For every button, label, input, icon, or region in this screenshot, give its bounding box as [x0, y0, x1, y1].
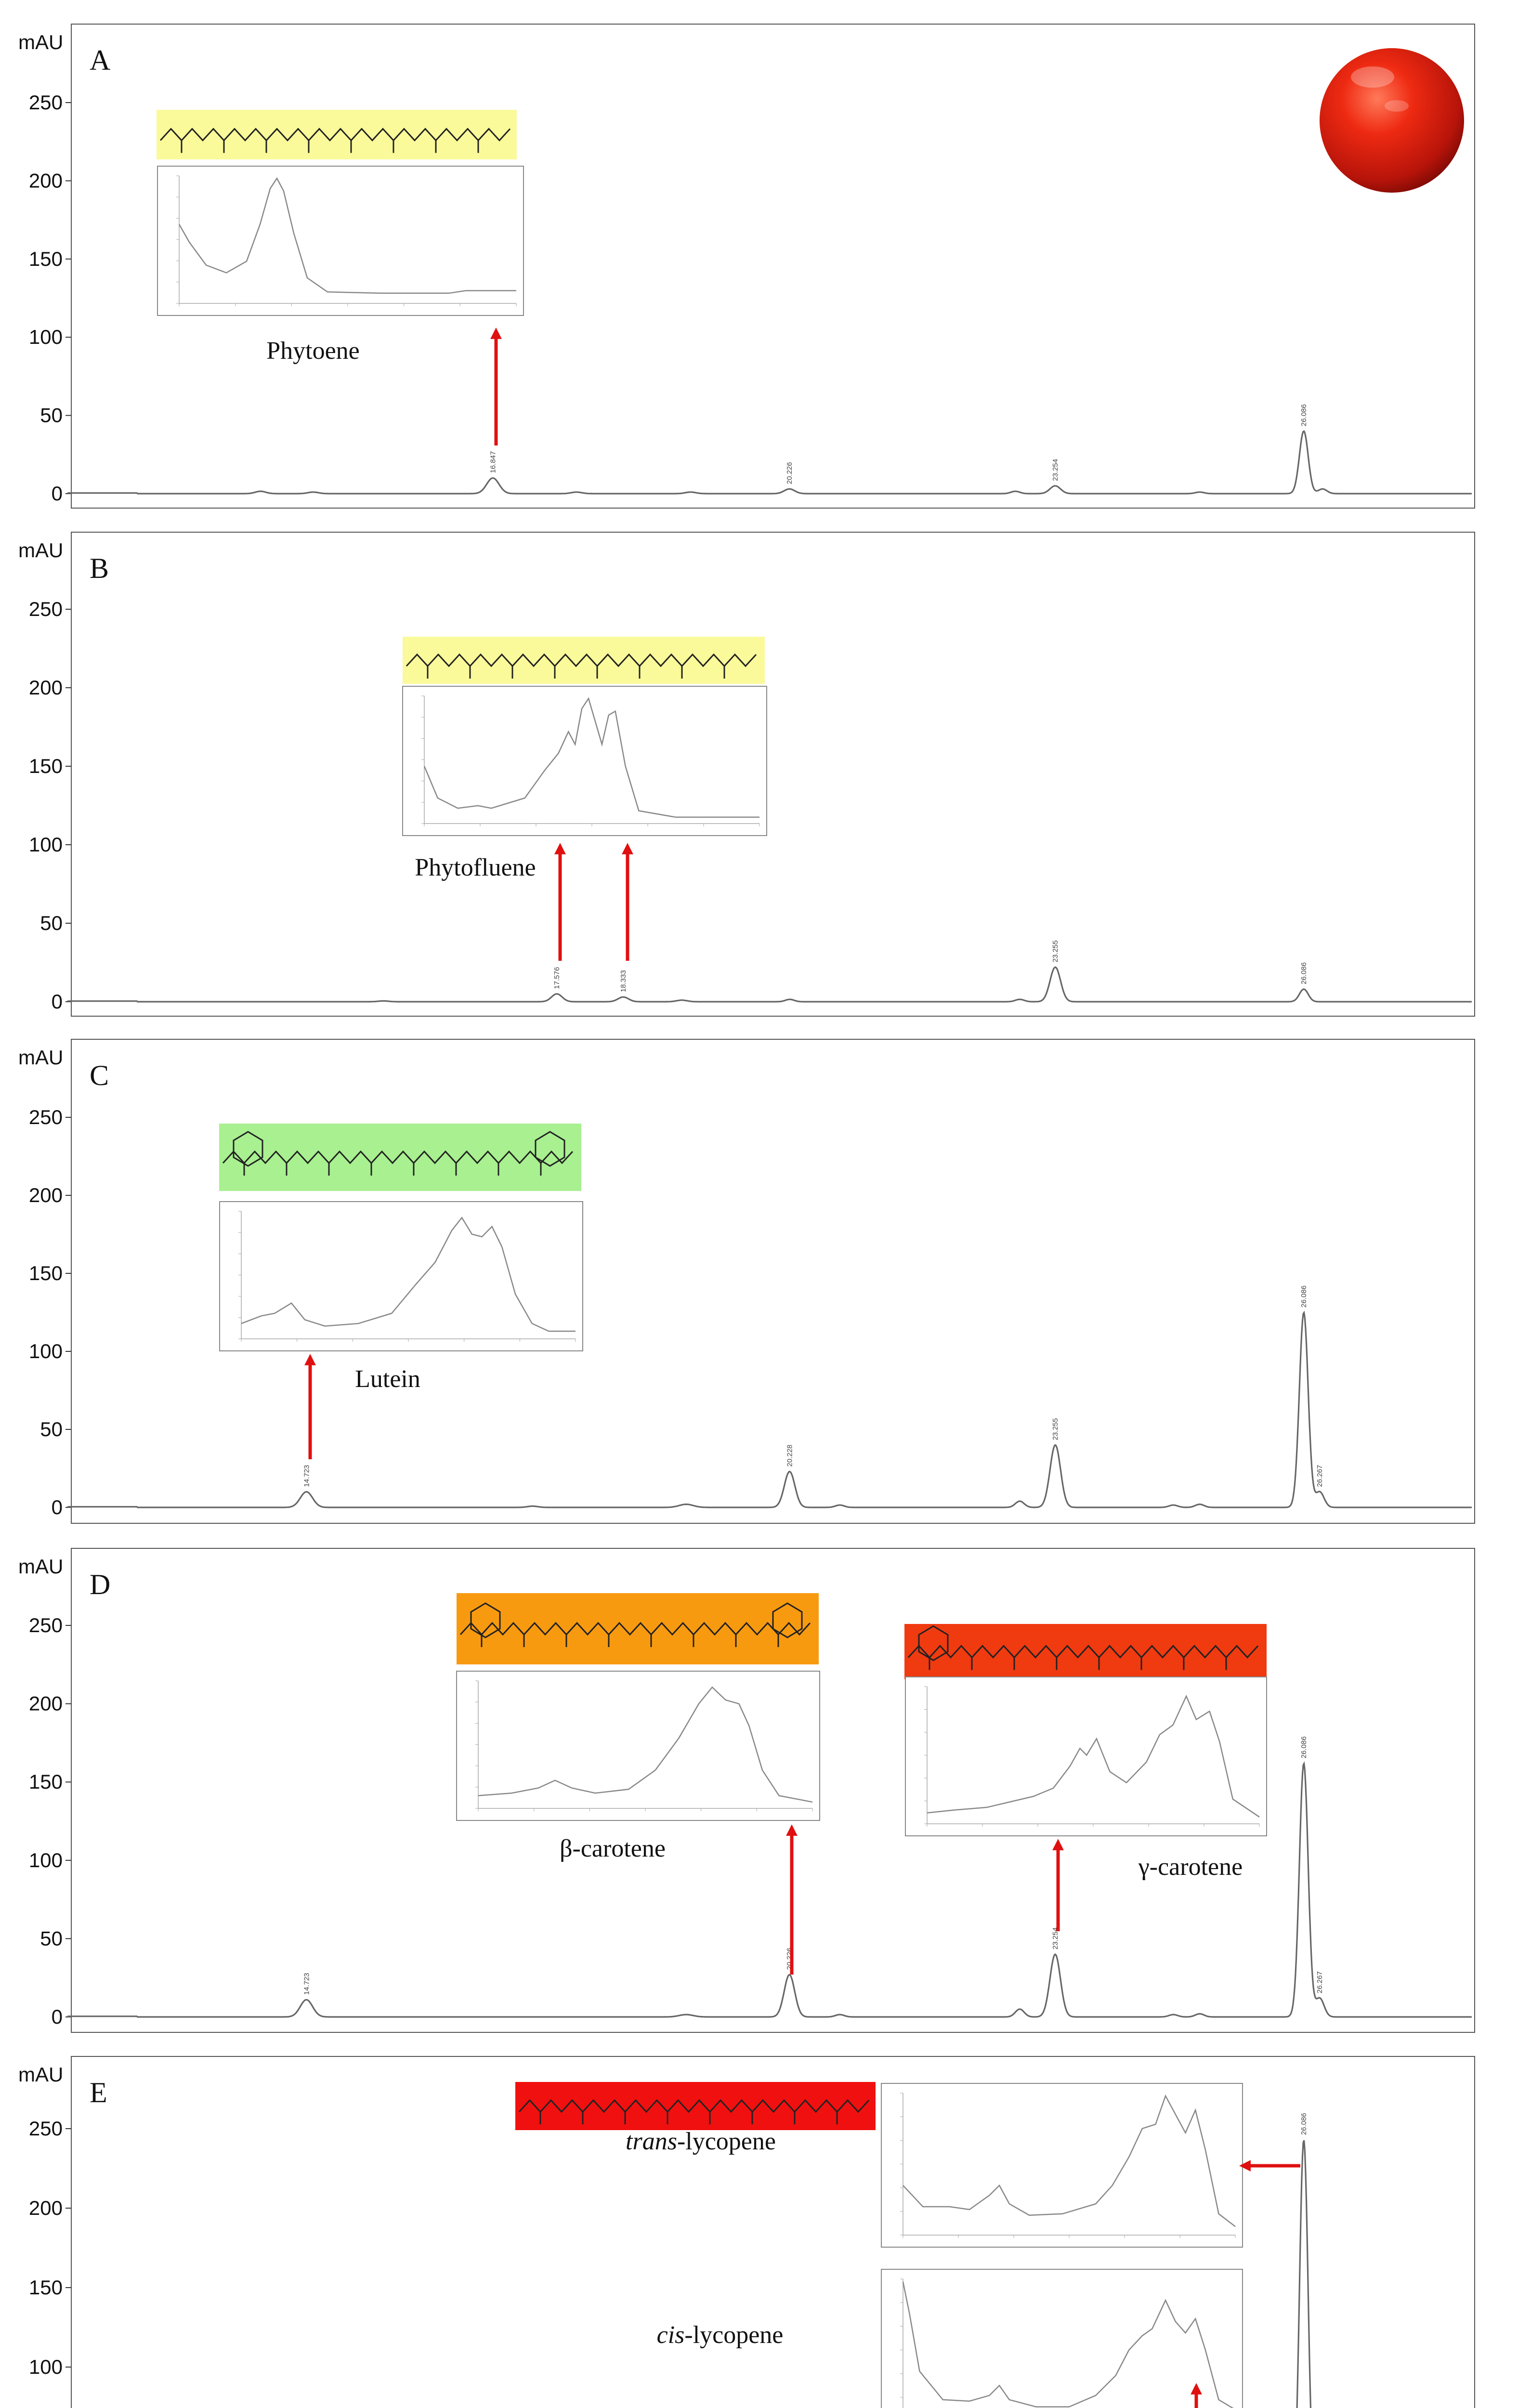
peak-retention-label: 23.255 — [1051, 1418, 1060, 1440]
peak-retention-label: 23.254 — [1051, 1927, 1060, 1950]
panel-E — [18, 2056, 1475, 2408]
y-tick-label: 50 — [40, 912, 63, 934]
spectrum-inset-frame — [220, 1202, 583, 1351]
y-tick-label: 150 — [28, 755, 63, 777]
y-tick-label: 0 — [51, 482, 63, 505]
y-axis-unit: mAU — [18, 2063, 64, 2086]
compound-label: γ-carotene — [1138, 1853, 1243, 1881]
y-tick-label: 200 — [28, 2197, 63, 2219]
y-tick-label: 100 — [28, 326, 63, 349]
y-tick-label: 200 — [28, 1692, 63, 1715]
peak-retention-label: 16.847 — [489, 451, 497, 473]
y-axis-unit: mAU — [18, 539, 64, 562]
peak-retention-label: 20.226 — [785, 462, 794, 484]
y-tick-label: 50 — [40, 1927, 63, 1950]
peak-retention-label: 26.267 — [1316, 1465, 1324, 1487]
peak-retention-label: 26.086 — [1300, 404, 1309, 427]
peak-retention-label: 26.086 — [1300, 962, 1309, 984]
spectrum-inset — [403, 686, 767, 836]
y-axis-unit: mAU — [18, 1046, 64, 1069]
panel-letter: D — [90, 1569, 111, 1600]
structure-background — [904, 1624, 1267, 1679]
panel-letter: C — [90, 1060, 109, 1091]
spectrum-inset — [457, 1671, 820, 1820]
compound-label: β-carotene — [560, 1835, 666, 1862]
chemical-structure — [457, 1593, 819, 1664]
peak-retention-label: 26.086 — [1300, 1285, 1309, 1308]
y-tick-label: 250 — [28, 91, 63, 114]
chemical-structure — [515, 2082, 876, 2130]
chemical-structure — [219, 1124, 581, 1191]
panel-letter: A — [90, 44, 111, 76]
peak-retention-label: 26.267 — [1316, 1971, 1324, 1993]
spectrum-inset-frame — [905, 1677, 1267, 1836]
spectrum-inset — [881, 2269, 1243, 2408]
y-tick-label: 50 — [40, 404, 63, 427]
tomato-image — [1320, 48, 1464, 193]
y-tick-label: 100 — [28, 833, 63, 856]
y-tick-label: 0 — [51, 1496, 63, 1518]
compound-label: Lutein — [355, 1365, 420, 1393]
y-tick-label: 100 — [28, 1340, 63, 1362]
y-axis-unit: mAU — [18, 1555, 64, 1578]
peak-retention-label: 14.723 — [302, 1465, 311, 1487]
peak-retention-label: 26.086 — [1300, 2113, 1309, 2135]
y-tick-label: 100 — [28, 1848, 63, 1871]
spectrum-inset — [220, 1202, 583, 1351]
spectrum-inset-frame — [403, 686, 767, 836]
y-tick-label: 150 — [28, 1262, 63, 1284]
panel-frame — [71, 532, 1475, 1016]
y-tick-label: 0 — [51, 2005, 63, 2028]
spectrum-inset — [881, 2083, 1243, 2247]
y-tick-label: 150 — [28, 2276, 63, 2299]
y-axis-unit: mAU — [18, 31, 64, 53]
y-tick-label: 200 — [28, 169, 63, 192]
spectrum-inset-frame — [881, 2269, 1243, 2408]
y-tick-label: 150 — [28, 247, 63, 270]
y-tick-label: 100 — [28, 2356, 63, 2378]
y-tick-label: 250 — [28, 598, 63, 620]
chromatogram-trace — [67, 431, 1472, 494]
y-tick-label: 0 — [51, 990, 63, 1013]
structure-background — [219, 1124, 581, 1191]
spectrum-inset — [905, 1677, 1267, 1836]
structure-background — [457, 1593, 819, 1664]
peak-retention-label: 23.254 — [1051, 458, 1060, 481]
panel-letter: E — [90, 2077, 107, 2108]
chromatogram-trace — [67, 2140, 1472, 2408]
peak-retention-label: 26.086 — [1300, 1736, 1309, 1759]
compound-label: trans-lycopene — [626, 2128, 776, 2155]
y-tick-label: 200 — [28, 676, 63, 699]
panel-C — [18, 1039, 1475, 1523]
peak-retention-label: 20.226 — [785, 1948, 794, 1970]
y-tick-label: 250 — [28, 1614, 63, 1636]
panel-D — [18, 1548, 1475, 2032]
peak-retention-label: 18.333 — [619, 970, 628, 993]
chemical-structure — [403, 637, 765, 684]
peak-retention-label: 17.576 — [553, 967, 562, 989]
y-tick-label: 150 — [28, 1770, 63, 1793]
y-tick-label: 250 — [28, 1106, 63, 1128]
structure-background — [403, 637, 765, 684]
panel-B — [18, 532, 1475, 1016]
spectrum-inset-frame — [157, 166, 523, 315]
panel-letter: B — [90, 552, 109, 584]
spectrum-inset-frame — [457, 1671, 820, 1820]
y-tick-label: 200 — [28, 1184, 63, 1206]
chemical-structure — [904, 1624, 1267, 1679]
peak-retention-label: 20.228 — [785, 1444, 794, 1467]
compound-label: cis-lycopene — [656, 2321, 784, 2349]
peak-retention-label: 14.723 — [302, 1973, 311, 1995]
peak-retention-label: 23.255 — [1051, 940, 1060, 963]
compound-label: Phytofluene — [415, 854, 536, 881]
spectrum-inset-frame — [881, 2083, 1243, 2247]
y-tick-label: 50 — [40, 1418, 63, 1440]
chemical-structure — [157, 110, 517, 159]
compound-label: Phytoene — [266, 337, 360, 365]
panel-A — [18, 24, 1475, 508]
spectrum-inset — [157, 166, 523, 315]
chromatogram-trace — [67, 967, 1472, 1002]
y-tick-label: 250 — [28, 2117, 63, 2140]
